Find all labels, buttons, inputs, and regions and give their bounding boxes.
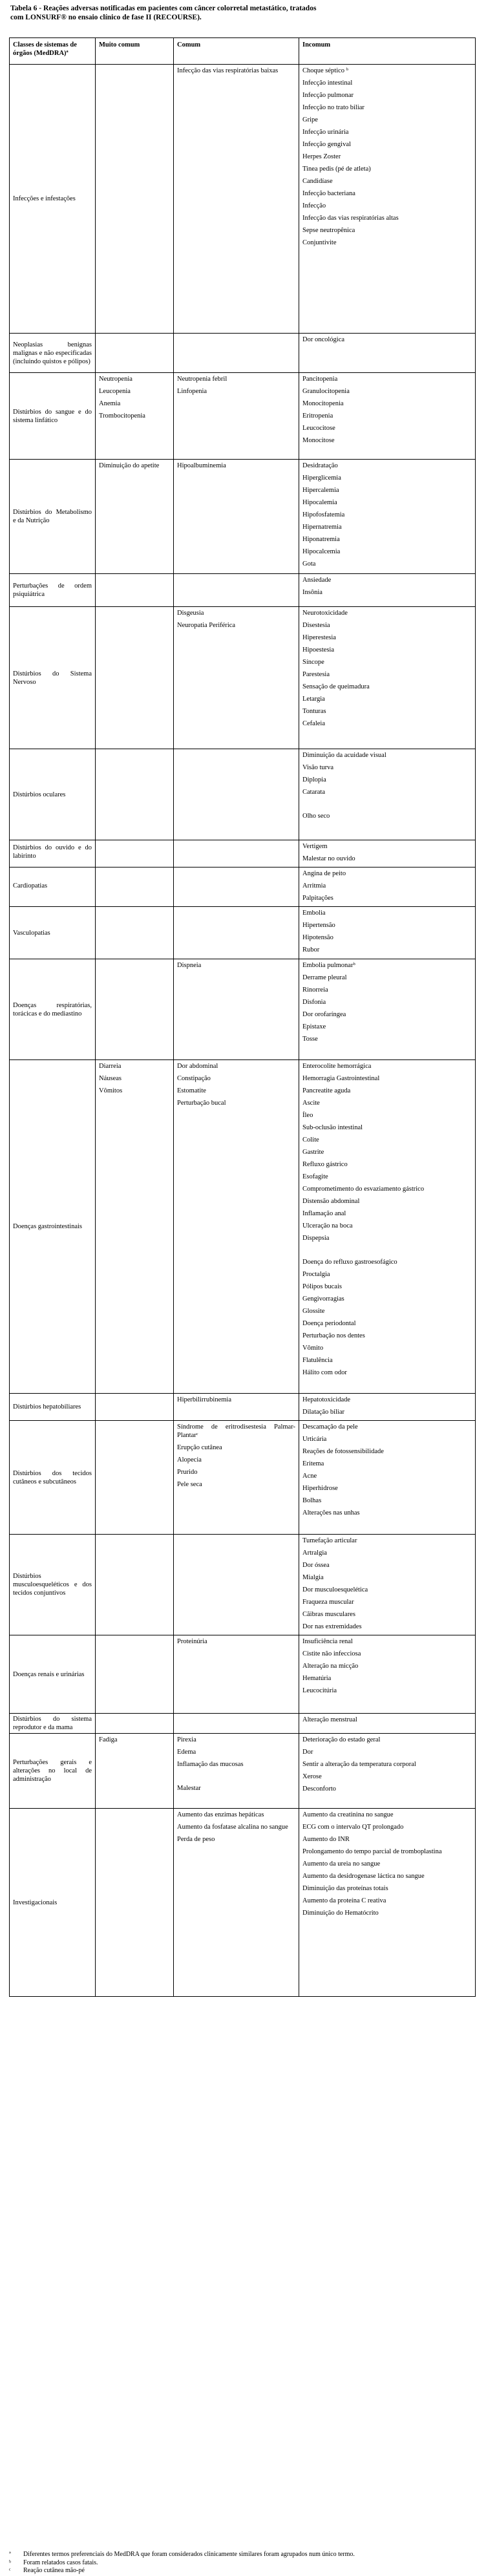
uncommon-reaction: Deterioração do estado geral	[302, 1736, 381, 1743]
uncommon-reaction: Artralgia	[302, 1549, 327, 1557]
uncommon-reaction	[302, 800, 472, 808]
uncommon-reaction: Choque séptico ᵇ	[302, 67, 348, 74]
uncommon-reaction: Neurotoxicidade	[302, 610, 348, 617]
organ-class-cell	[10, 373, 96, 460]
uncommon-reaction: Hematúria	[302, 1675, 332, 1682]
very-common-cell	[96, 1535, 174, 1635]
very-common-cell	[96, 1734, 174, 1809]
common-reaction: Estomatite	[177, 1087, 206, 1094]
table-row	[10, 607, 476, 749]
uncommon-reaction: Gripe	[302, 116, 318, 123]
organ-class-cell	[10, 1734, 96, 1809]
table-row	[10, 65, 476, 334]
uncommon-reaction: Monocitopenia	[302, 400, 344, 407]
uncommon-reaction: Tinea pedis (pé de atleta)	[302, 165, 371, 173]
uncommon-reaction: Gengivorragias	[302, 1295, 344, 1303]
uncommon-reaction: Diminuição do Hematócrito	[302, 1910, 379, 1917]
common-reaction: Neutropenia febril	[177, 376, 227, 383]
footnote-mark: ᵇ	[9, 2559, 12, 2566]
organ-class-label: Distúrbios do sistema reprodutor e da mama	[13, 1716, 92, 1731]
uncommon-cell	[299, 1809, 476, 1997]
uncommon-reaction: Sepse neutropênica	[302, 227, 355, 234]
common-reaction: Aumento da fosfatase alcalina no sangue	[177, 1824, 288, 1831]
table-row	[10, 1394, 476, 1421]
common-cell	[174, 334, 299, 373]
organ-class-cell	[10, 840, 96, 868]
very-common-reaction: Diminuição do apetite	[99, 462, 160, 469]
footnote-mark: ᶜ	[9, 2567, 11, 2574]
common-reaction: Pirexia	[177, 1736, 196, 1743]
footnote	[9, 2551, 475, 2559]
organ-class-label: Doenças respiratórias, torácicas e do mediastino	[13, 1001, 92, 1017]
uncommon-cell	[299, 959, 476, 1060]
uncommon-reaction: Hiponatremia	[302, 536, 340, 543]
uncommon-reaction: Esofagite	[302, 1173, 328, 1180]
uncommon-reaction: Arritmia	[302, 882, 326, 889]
uncommon-reaction: Desconforto	[302, 1785, 336, 1793]
common-cell	[174, 607, 299, 749]
uncommon-cell	[299, 1421, 476, 1535]
uncommon-reaction: Alteração na micção	[302, 1663, 359, 1670]
common-reaction: Dispneia	[177, 962, 202, 969]
uncommon-reaction: Derrame pleural	[302, 974, 347, 981]
uncommon-reaction: Infecção intestinal	[302, 80, 353, 87]
common-cell	[174, 1714, 299, 1734]
organ-class-cell	[10, 868, 96, 907]
uncommon-reaction: Síncope	[302, 659, 324, 666]
uncommon-reaction: Embolia pulmonarᵇ	[302, 962, 355, 969]
uncommon-reaction: Hálito com odor	[302, 1369, 347, 1376]
table-header-row	[10, 38, 476, 65]
table-row	[10, 1734, 476, 1809]
uncommon-reaction: Monocitose	[302, 437, 335, 444]
common-cell	[174, 907, 299, 959]
uncommon-reaction: Tonturas	[302, 708, 326, 715]
common-reaction: Síndrome de eritrodisestesia Palmar-Plantarᶜ	[177, 1423, 295, 1439]
organ-class-cell	[10, 1809, 96, 1997]
uncommon-reaction: Ansiedade	[302, 577, 332, 584]
table-row	[10, 840, 476, 868]
common-reaction: Disgeusia	[177, 610, 204, 617]
uncommon-reaction: Acne	[302, 1473, 317, 1480]
organ-class-label: Distúrbios do Sistema Nervoso	[13, 670, 92, 686]
uncommon-cell	[299, 1394, 476, 1421]
uncommon-reaction: Epistaxe	[302, 1023, 326, 1030]
organ-class-cell	[10, 65, 96, 334]
footnote-text: Reação cutânea mão-pé	[23, 2567, 85, 2574]
uncommon-reaction: Palpitações	[302, 895, 333, 902]
common-cell	[174, 574, 299, 607]
uncommon-reaction: Hemorragia Gastrointestinal	[302, 1075, 380, 1082]
uncommon-reaction: Hipofosfatemia	[302, 511, 345, 518]
uncommon-reaction: Parestesia	[302, 671, 330, 678]
uncommon-reaction: Dilatação biliar	[302, 1409, 345, 1416]
uncommon-reaction	[302, 1246, 472, 1254]
common-reaction: Proteinúria	[177, 1638, 207, 1645]
uncommon-reaction: Enterocolite hemorrágica	[302, 1063, 372, 1070]
very-common-reaction: Anemia	[99, 400, 121, 407]
uncommon-cell	[299, 1060, 476, 1394]
common-cell	[174, 65, 299, 334]
organ-class-label: Distúrbios oculares	[13, 791, 66, 798]
uncommon-reaction: Insônia	[302, 589, 322, 596]
common-cell	[174, 749, 299, 840]
table-row	[10, 1421, 476, 1535]
uncommon-reaction: Colite	[302, 1136, 319, 1144]
common-cell	[174, 868, 299, 907]
common-cell	[174, 1060, 299, 1394]
organ-class-label: Infecções e infestações	[13, 195, 76, 202]
uncommon-reaction: Glossite	[302, 1308, 325, 1315]
organ-class-label: Neoplasias benignas malignas e não especificadas (incluindo quistos e pólipos)	[13, 341, 92, 365]
very-common-cell	[96, 1060, 174, 1394]
common-reaction: Alopecia	[177, 1456, 202, 1464]
common-reaction: Aumento das enzimas hepáticas	[177, 1811, 264, 1818]
uncommon-reaction: Aumento da creatinina no sangue	[302, 1811, 394, 1818]
footnote-text: Foram relatados casos fatais.	[23, 2559, 98, 2566]
uncommon-reaction: Visão turva	[302, 764, 334, 771]
common-reaction: Inflamação das mucosas	[177, 1761, 244, 1768]
uncommon-reaction: Mialgia	[302, 1574, 324, 1581]
organ-class-label: Distúrbios do ouvido e do labirinto	[13, 844, 92, 860]
common-reaction: Malestar	[177, 1785, 201, 1792]
organ-class-label: Distúrbios dos tecidos cutâneos e subcutâneos	[13, 1469, 92, 1485]
uncommon-reaction: Leucocitose	[302, 425, 335, 432]
common-reaction: Edema	[177, 1749, 196, 1756]
very-common-cell	[96, 574, 174, 607]
table-body	[10, 65, 476, 1997]
very-common-cell	[96, 907, 174, 959]
table-row	[10, 1535, 476, 1635]
common-cell	[174, 1394, 299, 1421]
very-common-cell	[96, 373, 174, 460]
organ-class-cell	[10, 1714, 96, 1734]
organ-class-cell	[10, 574, 96, 607]
very-common-cell	[96, 65, 174, 334]
uncommon-reaction: Descamação da pele	[302, 1423, 358, 1431]
uncommon-reaction: Sentir a alteração da temperatura corporal	[302, 1761, 416, 1768]
common-reaction: Perda de peso	[177, 1836, 215, 1843]
uncommon-reaction: Hiperglicemia	[302, 474, 341, 482]
very-common-cell	[96, 749, 174, 840]
uncommon-reaction: Dor oncológica	[302, 336, 345, 343]
organ-class-cell	[10, 1635, 96, 1714]
uncommon-reaction: Inflamação anal	[302, 1210, 346, 1217]
very-common-cell	[96, 1635, 174, 1714]
uncommon-reaction: Disfonia	[302, 999, 326, 1006]
uncommon-cell	[299, 460, 476, 574]
table-row	[10, 1635, 476, 1714]
uncommon-reaction: Prolongamento do tempo parcial de tromboplastina	[302, 1848, 442, 1855]
adverse-reactions-table	[9, 37, 476, 1997]
uncommon-reaction: Conjuntivite	[302, 239, 337, 246]
table-row	[10, 574, 476, 607]
uncommon-reaction: Distensão abdominal	[302, 1198, 360, 1205]
organ-class-label: Doenças gastrointestinais	[13, 1223, 83, 1230]
very-common-cell	[96, 607, 174, 749]
uncommon-reaction: Aumento da desidrogenase láctica no sangue	[302, 1873, 425, 1880]
table-row	[10, 868, 476, 907]
uncommon-reaction: Dor musculoesquelética	[302, 1586, 368, 1593]
very-common-reaction: Neutropenia	[99, 376, 132, 383]
common-cell	[174, 1535, 299, 1635]
very-common-reaction: Leucopenia	[99, 388, 131, 395]
uncommon-reaction: Infecção no trato biliar	[302, 104, 364, 111]
uncommon-reaction: Disestesia	[302, 622, 330, 629]
uncommon-reaction: Angina de peito	[302, 870, 346, 877]
uncommon-reaction: Perturbação nos dentes	[302, 1332, 365, 1339]
organ-class-cell	[10, 334, 96, 373]
uncommon-reaction: Diplopia	[302, 776, 326, 783]
header-uncommon: Incomum	[299, 38, 476, 65]
uncommon-reaction: Catarata	[302, 789, 325, 796]
uncommon-reaction: Hipotensão	[302, 934, 333, 941]
uncommon-cell	[299, 1535, 476, 1635]
very-common-cell	[96, 840, 174, 868]
uncommon-reaction: Hipercalemia	[302, 487, 339, 494]
table-row	[10, 1060, 476, 1394]
common-cell	[174, 373, 299, 460]
uncommon-reaction: Eritema	[302, 1460, 324, 1467]
uncommon-reaction: Hiperhidrose	[302, 1485, 338, 1492]
uncommon-reaction: Malestar no ouvido	[302, 855, 355, 862]
uncommon-reaction: Dor óssea	[302, 1562, 330, 1569]
uncommon-reaction: Hipernatremia	[302, 524, 342, 531]
organ-class-label: Distúrbios do Metabolismo e da Nutrição	[13, 509, 92, 524]
common-cell	[174, 959, 299, 1060]
uncommon-reaction: Infecção das vias respiratórias altas	[302, 215, 399, 222]
common-reaction: Pele seca	[177, 1481, 202, 1488]
uncommon-reaction: Herpes Zoster	[302, 153, 341, 160]
table-row	[10, 749, 476, 840]
table-row	[10, 1809, 476, 1997]
common-cell	[174, 460, 299, 574]
uncommon-reaction: Leucocitúria	[302, 1687, 337, 1694]
uncommon-cell	[299, 1635, 476, 1714]
uncommon-reaction: Flatulência	[302, 1357, 333, 1364]
organ-class-cell	[10, 1394, 96, 1421]
common-cell	[174, 1809, 299, 1997]
uncommon-reaction: Infecção bacteriana	[302, 190, 355, 197]
common-reaction: Infecção das vias respiratórias baixas	[177, 67, 279, 74]
uncommon-reaction: Refluxo gástrico	[302, 1161, 348, 1168]
uncommon-reaction: Sub-oclusão intestinal	[302, 1124, 363, 1131]
footnote	[9, 2567, 475, 2575]
uncommon-reaction: Pancitopenia	[302, 376, 338, 383]
uncommon-reaction: Hipocalcemia	[302, 548, 341, 555]
uncommon-cell	[299, 1714, 476, 1734]
header-very-common: Muito comum	[96, 38, 174, 65]
uncommon-cell	[299, 907, 476, 959]
footnote-text: Diferentes termos preferenciais do MedDRA que foram considerados clinicamente similares foram agrupados num único termo.	[23, 2551, 355, 2558]
uncommon-reaction: Letargia	[302, 696, 325, 703]
table-row	[10, 1714, 476, 1734]
organ-class-cell	[10, 607, 96, 749]
header-common: Comum	[174, 38, 299, 65]
uncommon-reaction: Alterações nas unhas	[302, 1509, 360, 1517]
uncommon-cell	[299, 749, 476, 840]
very-common-reaction: Vômitos	[99, 1087, 123, 1094]
uncommon-reaction: Doença periodontal	[302, 1320, 356, 1327]
uncommon-cell	[299, 607, 476, 749]
very-common-cell	[96, 1421, 174, 1535]
uncommon-reaction: Gastrite	[302, 1149, 324, 1156]
common-cell	[174, 1635, 299, 1714]
organ-class-cell	[10, 907, 96, 959]
very-common-reaction: Diarreia	[99, 1063, 122, 1070]
uncommon-reaction: Fraqueza muscular	[302, 1599, 354, 1606]
uncommon-reaction: Alteração menstrual	[302, 1716, 357, 1723]
uncommon-reaction: Infecção	[302, 202, 326, 209]
very-common-cell	[96, 460, 174, 574]
uncommon-cell	[299, 334, 476, 373]
uncommon-reaction: Sensação de queimadura	[302, 683, 370, 690]
table-row	[10, 460, 476, 574]
common-reaction: Hipoalbuminemia	[177, 462, 226, 469]
uncommon-reaction: Doença do refluxo gastroesofágico	[302, 1259, 397, 1266]
common-cell	[174, 840, 299, 868]
very-common-reaction: Fadiga	[99, 1736, 118, 1743]
uncommon-reaction: Hiperestesia	[302, 634, 336, 641]
common-reaction: Constipação	[177, 1075, 211, 1082]
uncommon-reaction: Gota	[302, 560, 316, 568]
uncommon-reaction: Desidratação	[302, 462, 338, 469]
uncommon-reaction: Eritropenia	[302, 412, 333, 420]
organ-class-label: Distúrbios hepatobiliares	[13, 1403, 81, 1410]
organ-class-label: Perturbações de ordem psiquiátrica	[13, 582, 92, 598]
uncommon-reaction: Vômito	[302, 1345, 324, 1352]
uncommon-reaction: Aumento do INR	[302, 1836, 350, 1843]
uncommon-reaction: Candidíase	[302, 178, 333, 185]
footnote	[9, 2559, 475, 2568]
common-reaction: Linfopenia	[177, 388, 207, 395]
uncommon-reaction: Proctalgia	[302, 1271, 330, 1278]
uncommon-reaction: Dispepsia	[302, 1235, 330, 1242]
uncommon-reaction: Dor	[302, 1749, 313, 1756]
header-organ-class: Classes de sistemas de órgãos (MedDRA)ª	[10, 38, 96, 65]
common-reaction: Prurido	[177, 1469, 198, 1476]
uncommon-reaction: Comprometimento do esvaziamento gástrico	[302, 1186, 425, 1193]
organ-class-label: Distúrbios do sangue e do sistema linfático	[13, 408, 92, 424]
common-reaction: Perturbação bucal	[177, 1100, 226, 1107]
organ-class-label: Investigacionais	[13, 1899, 58, 1906]
table-row	[10, 907, 476, 959]
very-common-cell	[96, 1809, 174, 1997]
uncommon-reaction: Bolhas	[302, 1497, 322, 1504]
common-cell	[174, 1734, 299, 1809]
uncommon-reaction: Diminuição da acuidade visual	[302, 752, 386, 759]
table-caption: Tabela 6 - Reações adversas notificadas em pacientes com câncer colorretal metastático, tratados com LONSURF® no ensaio clínico de fase II (RECOURSE).	[10, 5, 317, 21]
uncommon-cell	[299, 840, 476, 868]
uncommon-reaction: Urticária	[302, 1436, 327, 1443]
uncommon-reaction: Rubor	[302, 946, 320, 953]
uncommon-reaction: Aumento da proteína C reativa	[302, 1897, 386, 1904]
very-common-reaction: Náuseas	[99, 1075, 122, 1082]
organ-class-cell	[10, 460, 96, 574]
uncommon-reaction: Ascite	[302, 1100, 320, 1107]
uncommon-reaction: Reações de fotossensibilidade	[302, 1448, 384, 1455]
uncommon-reaction: Vertigem	[302, 843, 328, 850]
uncommon-reaction: Aumento da ureia no sangue	[302, 1860, 381, 1868]
uncommon-reaction: Hepatotoxicidade	[302, 1396, 351, 1403]
organ-class-label: Doenças renais e urinárias	[13, 1670, 85, 1678]
uncommon-reaction: Infecção gengival	[302, 141, 351, 148]
uncommon-reaction: Xerose	[302, 1773, 322, 1780]
very-common-cell	[96, 1394, 174, 1421]
uncommon-reaction: Olho seco	[302, 813, 330, 820]
organ-class-cell	[10, 749, 96, 840]
organ-class-label: Vasculopatias	[13, 929, 50, 937]
organ-class-label: Cardiopatias	[13, 882, 48, 889]
uncommon-cell	[299, 868, 476, 907]
uncommon-cell	[299, 574, 476, 607]
very-common-cell	[96, 1714, 174, 1734]
uncommon-reaction: Pancreatite aguda	[302, 1087, 351, 1094]
footnotes	[9, 2551, 475, 2575]
common-reaction: Neuropatia Periférica	[177, 622, 236, 629]
uncommon-reaction: Infecção urinária	[302, 129, 349, 136]
uncommon-reaction: ECG com o intervalo QT prolongado	[302, 1824, 404, 1831]
uncommon-cell	[299, 373, 476, 460]
uncommon-reaction: Íleo	[302, 1112, 313, 1119]
common-reaction	[177, 1772, 295, 1780]
very-common-reaction: Trombocitopenia	[99, 412, 145, 420]
uncommon-reaction: Hipocalemia	[302, 499, 337, 506]
uncommon-reaction: Infecção pulmonar	[302, 92, 354, 99]
table-row	[10, 959, 476, 1060]
common-reaction: Dor abdominal	[177, 1063, 218, 1070]
uncommon-reaction: Ulceração na boca	[302, 1222, 353, 1229]
uncommon-reaction: Hipoestesia	[302, 646, 334, 654]
common-reaction: Hiperbilirrubinemia	[177, 1396, 231, 1403]
uncommon-reaction: Embolia	[302, 910, 326, 917]
organ-class-cell	[10, 1060, 96, 1394]
uncommon-reaction: Pólipos bucais	[302, 1283, 342, 1290]
uncommon-reaction: Granulocitopenia	[302, 388, 350, 395]
common-reaction: Erupção cutânea	[177, 1444, 222, 1451]
very-common-cell	[96, 959, 174, 1060]
footnote-mark: ª	[9, 2551, 11, 2558]
uncommon-reaction: Rinorreia	[302, 986, 328, 994]
very-common-cell	[96, 868, 174, 907]
organ-class-label: Perturbações gerais e alterações no local de administração	[13, 1759, 92, 1783]
very-common-cell	[96, 334, 174, 373]
uncommon-reaction: Hipertensão	[302, 922, 335, 929]
uncommon-reaction: Cistite não infecciosa	[302, 1650, 361, 1657]
organ-class-label: Distúrbios musculoesqueléticos e dos tecidos conjuntivos	[13, 1573, 92, 1597]
uncommon-reaction: Tosse	[302, 1036, 318, 1043]
table-row	[10, 373, 476, 460]
uncommon-cell	[299, 1734, 476, 1809]
organ-class-cell	[10, 959, 96, 1060]
uncommon-reaction: Cefaleia	[302, 720, 325, 727]
uncommon-reaction: Dor orofaríngea	[302, 1011, 346, 1018]
table-row	[10, 334, 476, 373]
uncommon-reaction: Tumefação articular	[302, 1537, 357, 1544]
organ-class-cell	[10, 1421, 96, 1535]
uncommon-reaction: Dor nas extremidades	[302, 1623, 362, 1630]
uncommon-reaction: Diminuição das proteínas totais	[302, 1885, 388, 1892]
organ-class-cell	[10, 1535, 96, 1635]
uncommon-cell	[299, 65, 476, 334]
common-cell	[174, 1421, 299, 1535]
uncommon-reaction: Cãibras musculares	[302, 1611, 355, 1618]
uncommon-reaction: Insuficiência renal	[302, 1638, 353, 1645]
